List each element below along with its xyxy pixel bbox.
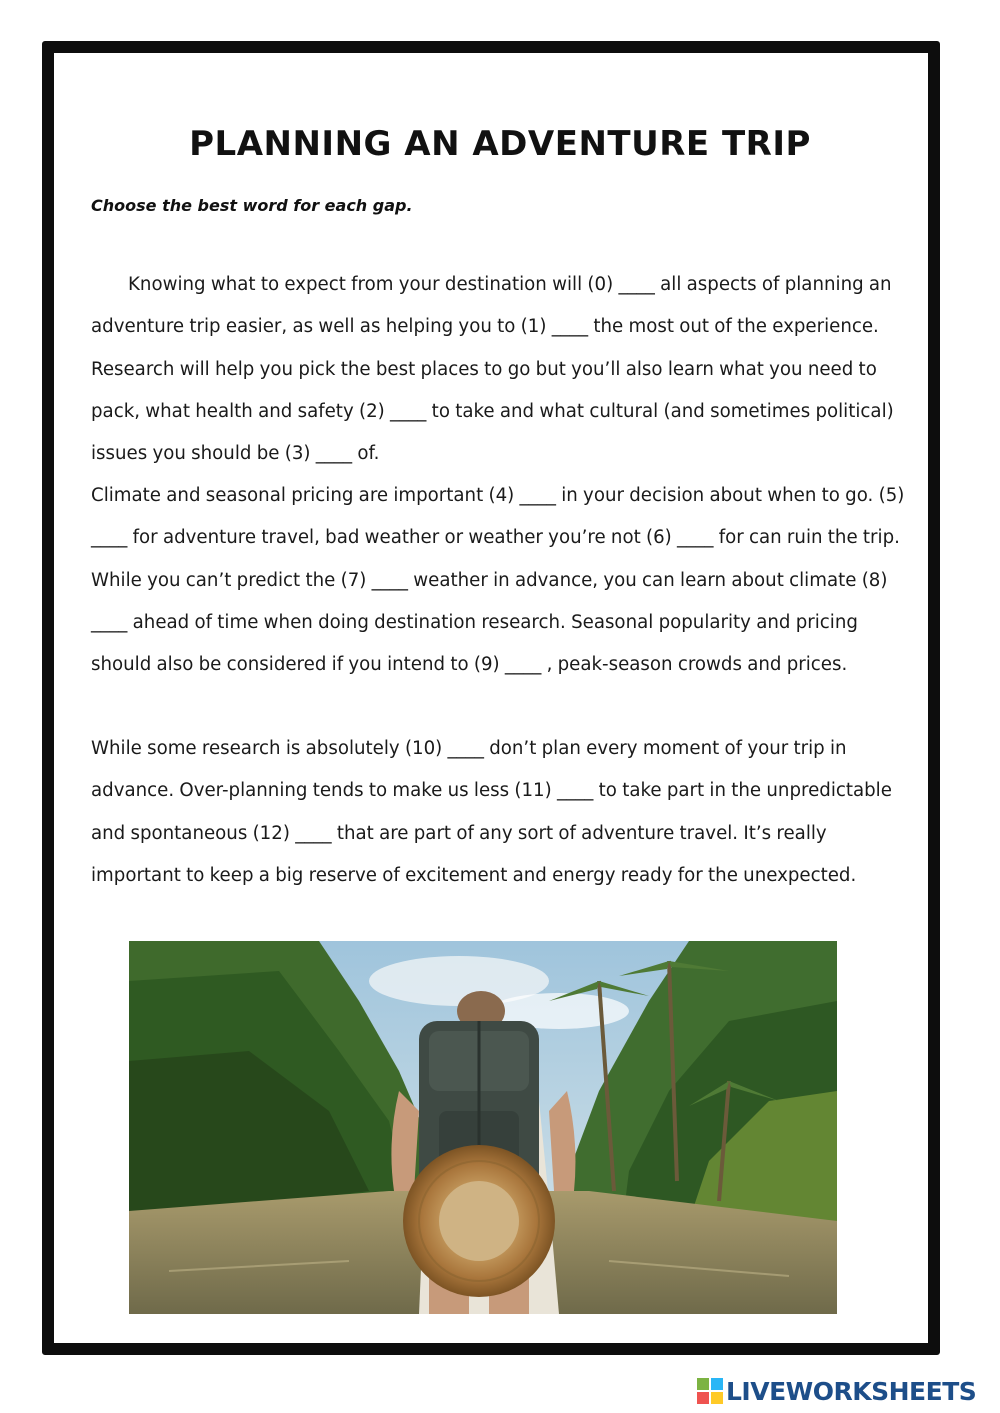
paragraph-2: Climate and seasonal pricing are important (4) ____ in your decision about when to go. (5) ____ for adventure travel, bad weather or weather you’re not (6) ____ for can ruin the trip. While you can’t predict the (7) ____ weather in advance, you can learn about climate (8) ____ ahead of time when doing destination research. Seasonal popularity and pricing should also be considered if you intend to (9) ____ , peak-season crowds and prices. [91,485,905,676]
paragraph-1: Knowing what to expect from your destination will (0) ____ all aspects of planning an adventure trip easier, as well as helping you to (1) ____ the most out of the experience. Research will help you pick the best places to go but you’ll also learn what you need to pack, what health and safety (2) ____ to take and what cultural (and sometimes political) issues you should be (3) ____ of. [91,274,894,465]
liveworksheets-logo-icon [697,1378,723,1404]
backpacker-photo [129,941,837,1314]
logo-text: LIVEWORKSHEETS [726,1376,977,1406]
instruction-text: Choose the best word for each gap. [91,196,413,215]
liveworksheets-logo [697,1376,976,1406]
page-title: PLANNING AN ADVENTURE TRIP [189,124,811,164]
paragraph-3: While some research is absolutely (10) ____ don’t plan every moment of your trip in advance. Over-planning tends to make us less (11) ____ to take part in the unpredictable and spontaneous (12) ____ that are part of any sort of adventure travel. It’s really important to keep a big reserve of excitement and energy ready for the unexpected. [91,738,892,886]
